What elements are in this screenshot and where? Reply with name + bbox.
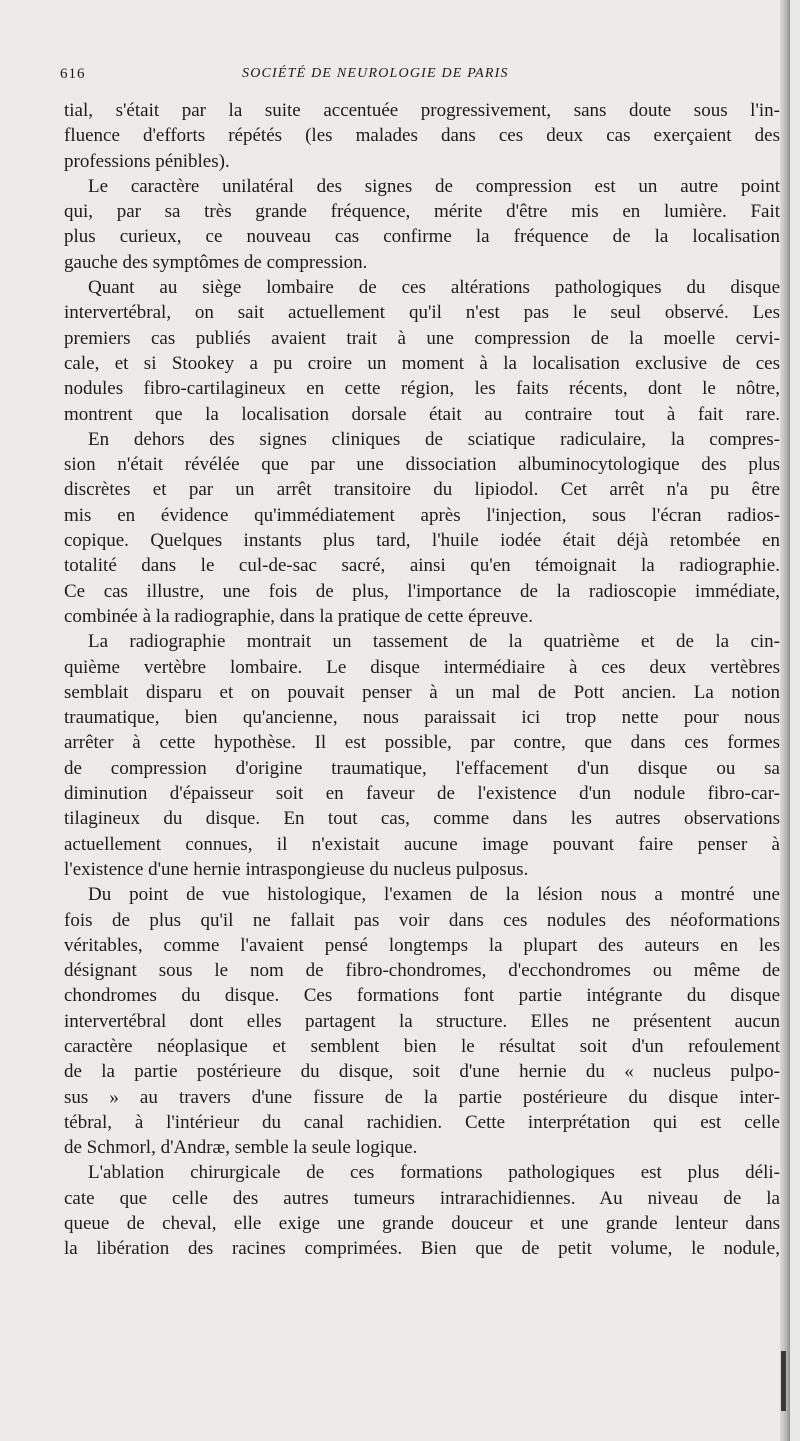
text-line: intervertébral, on sait actuellement qu'il n'est pas le seul observé. Les — [64, 302, 780, 324]
text-line: fluence d'efforts répétés (les malades dans ces deux cas exerçaient des — [64, 125, 780, 147]
text-line: caractère néoplasique et semblent bien le résultat soit d'un refoulement — [64, 1035, 780, 1057]
text-line: de la partie postérieure du disque, soit d'une hernie du « nucleus pulpo- — [64, 1061, 780, 1083]
text-line: désignant sous le nom de fibro-chondromes, d'ecchondromes ou même de — [64, 960, 780, 982]
scan-mark — [781, 1351, 786, 1411]
text-line: Ce cas illustre, une fois de plus, l'importance de la radioscopie immédiate, — [64, 580, 780, 602]
text-line: montrent que la localisation dorsale était au contraire tout à fait rare. — [64, 403, 780, 425]
text-line: semblait disparu et on pouvait penser à un mal de Pott ancien. La notion — [64, 681, 780, 703]
text-line: sus » au travers d'une fissure de la partie postérieure du disque inter- — [64, 1086, 780, 1108]
running-head: SOCIÉTÉ DE NEUROLOGIE DE PARIS — [242, 66, 509, 81]
text-line: L'ablation chirurgicale de ces formations pathologiques est plus déli- — [88, 1162, 780, 1184]
text-line: tial, s'était par la suite accentuée progressivement, sans doute sous l'in- — [64, 100, 780, 121]
text-line: Le caractère unilatéral des signes de compression est un autre point — [88, 175, 780, 197]
text-line: arrêter à cette hypothèse. Il est possible, par contre, que dans ces formes — [64, 732, 780, 754]
text-line: véritables, comme l'avaient pensé longtemps la plupart des auteurs en les — [64, 934, 780, 956]
text-line: premiers cas publiés avaient trait à une compression de la moelle cervi- — [64, 327, 780, 349]
page-header — [60, 66, 760, 90]
text-line: mis en évidence qu'immédiatement après l'injection, sous l'écran radios- — [64, 504, 780, 526]
text-line: Du point de vue histologique, l'examen de la lésion nous a montré une — [88, 884, 780, 906]
text-line: tilagineux du disque. En tout cas, comme dans les autres observations — [64, 808, 780, 830]
text-line: copique. Quelques instants plus tard, l'huile iodée était déjà retombée en — [64, 530, 780, 552]
text-line: En dehors des signes cliniques de sciatique radiculaire, la compres- — [88, 428, 780, 450]
text-line: actuellement connues, il n'existait aucune image pouvant faire penser à — [64, 833, 780, 855]
text-line: Quant au siège lombaire de ces altérations pathologiques du disque — [88, 277, 780, 299]
text-line: l'existence d'une hernie intraspongieuse du nucleus pulposus. — [64, 858, 529, 880]
text-line: La radiographie montrait un tassement de la quatrième et de la cin- — [88, 631, 780, 653]
text-line: discrètes et par un arrêt transitoire du lipiodol. Cet arrêt n'a pu être — [64, 479, 780, 501]
text-line: plus curieux, ce nouveau cas confirme la fréquence de la localisation — [64, 226, 780, 248]
text-line: sion n'était révélée que par une dissociation albuminocytologique des plus — [64, 454, 780, 476]
text-line: tébral, à l'intérieur du canal rachidien. Cette interprétation qui est celle — [64, 1111, 780, 1133]
text-line: nodules fibro-cartilagineux en cette région, les faits récents, dont le nôtre, — [64, 378, 780, 400]
text-line: professions pénibles). — [64, 150, 230, 172]
text-line: cale, et si Stookey a pu croire un moment à la localisation exclusive de ces — [64, 352, 780, 374]
text-line: chondromes du disque. Ces formations font partie intégrante du disque — [64, 985, 780, 1007]
text-line: gauche des symptômes de compression. — [64, 251, 368, 273]
scan-edge — [780, 0, 790, 1441]
text-line: diminution d'épaisseur soit en faveur de l'existence d'un nodule fibro-car- — [64, 783, 780, 805]
text-line: de Schmorl, d'Andræ, semble la seule logique. — [64, 1137, 418, 1159]
body-text — [64, 98, 780, 1262]
page-number: 616 — [60, 66, 86, 82]
text-line: qui, par sa très grande fréquence, mérite d'être mis en lumière. Fait — [64, 201, 780, 223]
text-line: quième vertèbre lombaire. Le disque intermédiaire à ces deux vertèbres — [64, 656, 780, 678]
text-line: intervertébral dont elles partagent la structure. Elles ne présentent aucun — [64, 1010, 780, 1032]
text-line: de compression d'origine traumatique, l'effacement d'un disque ou sa — [64, 757, 780, 779]
text-line: traumatique, bien qu'ancienne, nous paraissait ici trop nette pour nous — [64, 707, 780, 729]
text-line: combinée à la radiographie, dans la pratique de cette épreuve. — [64, 605, 533, 627]
text-line: cate que celle des autres tumeurs intrarachidiennes. Au niveau de la — [64, 1187, 780, 1209]
text-line: fois de plus qu'il ne fallait pas voir dans ces nodules des néoformations — [64, 909, 780, 931]
text-line: totalité dans le cul-de-sac sacré, ainsi qu'en témoignait la radiographie. — [64, 555, 780, 577]
text-line: la libération des racines comprimées. Bien que de petit volume, le nodule, — [64, 1238, 780, 1260]
text-line: queue de cheval, elle exige une grande douceur et une grande lenteur dans — [64, 1213, 780, 1235]
